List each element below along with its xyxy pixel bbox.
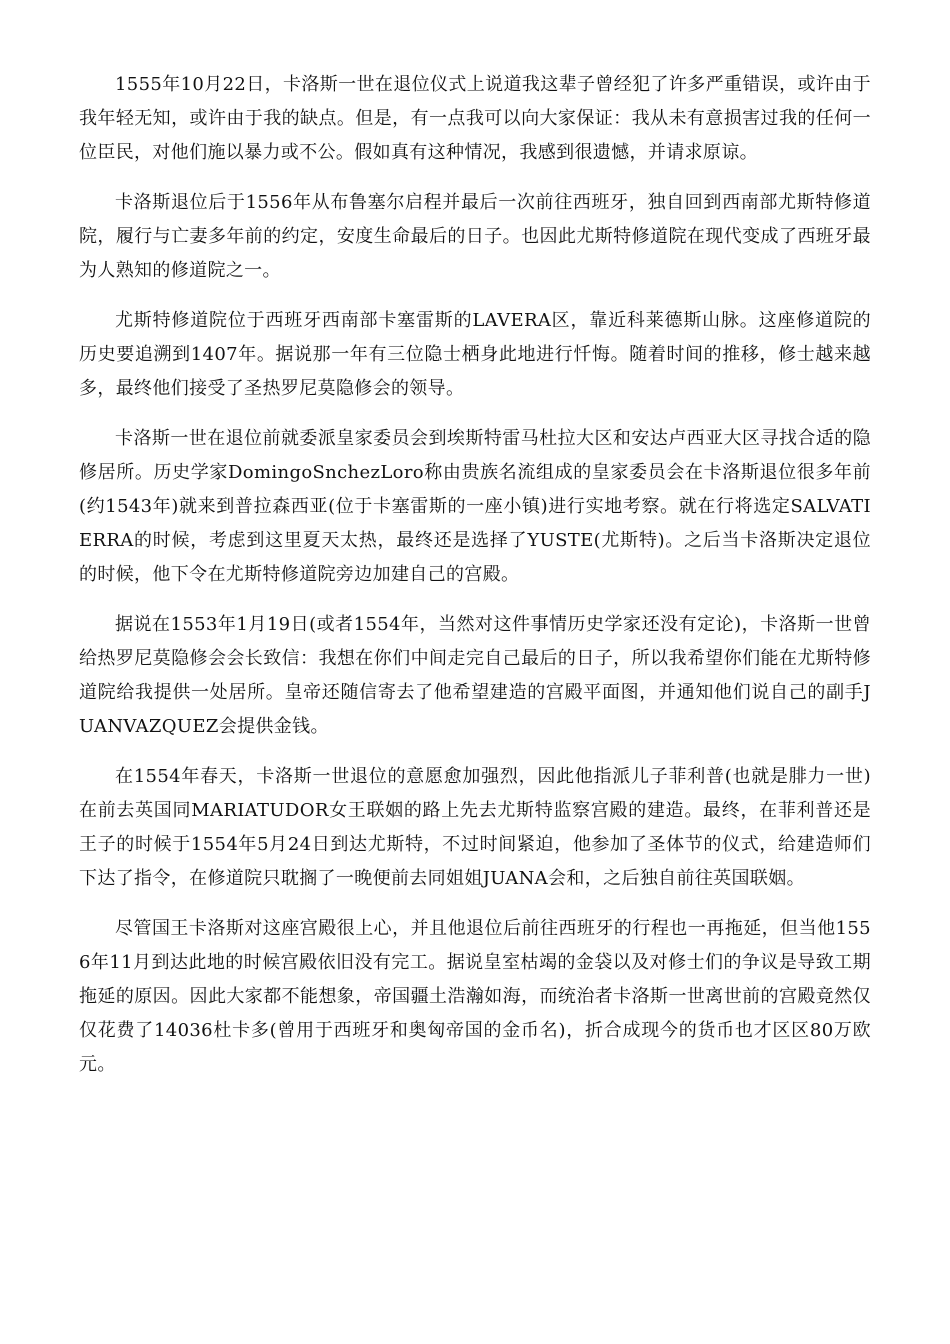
paragraph-royal-commission: 卡洛斯一世在退位前就委派皇家委员会到埃斯特雷马杜拉大区和安达卢西亚大区寻找合适的隐修居所。历史学家DomingoSnchezLoro称由贵族名流组成的皇家委员会在卡洛斯退位很多年前(约1543年)就来到普拉森西亚(位于卡塞雷斯的一座小镇)进行实地考察。就在行将选定SALVATIERRA的时候，考虑到这里夏天太热，最终还是选择了YUSTE(尤斯特)。之后当卡洛斯决定退位的时候，他下令在尤斯特修道院旁边加建自己的宫殿。 [79, 428, 871, 585]
paragraph-yuste-history: 尤斯特修道院位于西班牙西南部卡塞雷斯的LAVERA区，靠近科莱德斯山脉。这座修道院的历史要追溯到1407年。据说那一年有三位隐士栖身此地进行忏悔。随着时间的推移，修士越来越多，最终他们接受了圣热罗尼莫隐修会的领导。 [79, 310, 871, 399]
paragraph-letter-to-order: 据说在1553年1月19日(或者1554年，当然对这件事情历史学家还没有定论)，卡洛斯一世曾给热罗尼莫隐修会会长致信：我想在你们中间走完自己最后的日子，所以我希望你们能在尤斯特修道院给我提供一处居所。皇帝还随信寄去了他希望建造的宫殿平面图，并通知他们说自己的副手JUANVAZQUEZ会提供金钱。 [79, 614, 871, 737]
document-page [79, 68, 871, 1098]
paragraph-abdication-speech: 1555年10月22日，卡洛斯一世在退位仪式上说道我这辈子曾经犯了许多严重错误，或许由于我年轻无知，或许由于我的缺点。但是，有一点我可以向大家保证：我从未有意损害过我的任何一位臣民，对他们施以暴力或不公。假如真有这种情况，我感到很遗憾，并请求原谅。 [79, 74, 871, 163]
paragraph-philip-visit: 在1554年春天，卡洛斯一世退位的意愿愈加强烈，因此他指派儿子菲利普(也就是腓力一世)在前去英国同MARIATUDOR女王联姻的路上先去尤斯特监察宫殿的建造。最终，在菲利普还是王子的时候于1554年5月24日到达尤斯特，不过时间紧迫，他参加了圣体节的仪式，给建造师们下达了指令，在修道院只耽搁了一晚便前去同姐姐JUANA会和，之后独自前往英国联姻。 [79, 766, 871, 889]
paragraph-palace-cost: 尽管国王卡洛斯对这座宫殿很上心，并且他退位后前往西班牙的行程也一再拖延，但当他1556年11月到达此地的时候宫殿依旧没有完工。据说皇室枯竭的金袋以及对修士们的争议是导致工期拖延的原因。因此大家都不能想象，帝国疆土浩瀚如海，而统治者卡洛斯一世离世前的宫殿竟然仅仅花费了14036杜卡多(曾用于西班牙和奥匈帝国的金币名)，折合成现今的货币也才区区80万欧元。 [79, 918, 871, 1075]
paragraph-return-to-spain: 卡洛斯退位后于1556年从布鲁塞尔启程并最后一次前往西班牙，独自回到西南部尤斯特修道院，履行与亡妻多年前的约定，安度生命最后的日子。也因此尤斯特修道院在现代变成了西班牙最为人熟知的修道院之一。 [79, 192, 871, 281]
